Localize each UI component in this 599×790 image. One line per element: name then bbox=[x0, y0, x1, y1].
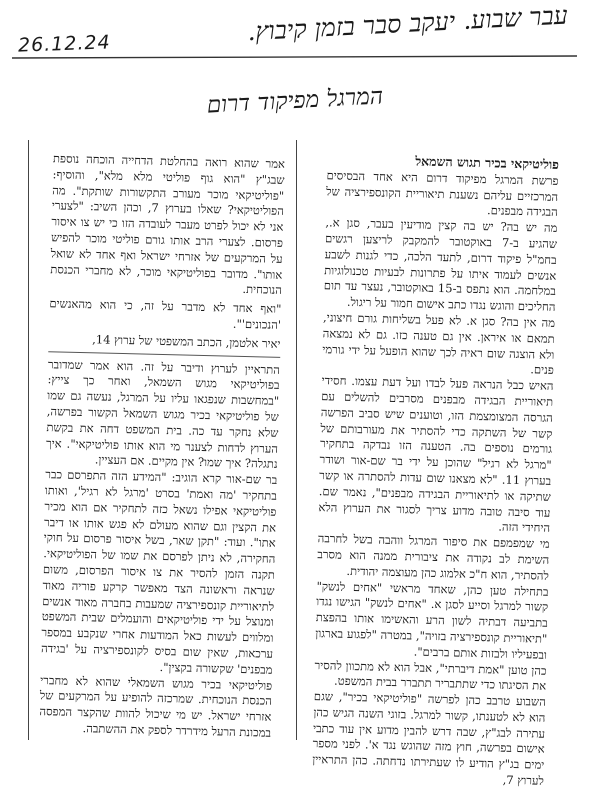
article-left-column bbox=[39, 151, 285, 741]
paragraph: "ואף אחד לא מדבר על זה, כי הוא מהאנשים 'הנכונים'". bbox=[49, 296, 282, 332]
paragraph: בתחילה טען כהן, שאחד מראשי "אחים לנשק" קשור למרגל וסייע לסגן א. "אחים לנשק" הגישו נגדו בתביעה דבתיה לשון הרע והאשימו אותו בהפצת "תיאוריית קונספירציה בזויה", במטרה "לפגוע בארגון ובפעיליו ולבזות אותם ברבים". bbox=[315, 578, 549, 662]
paragraph: האיש כבל הנראה פעל לבדו ועל דעת עצמו. חסידי תיאוריית הבגידה מבפנים מסרבים להשלים עם הגרסה המצומצמת הזו, וטוענים שיש סביב הפרשה קשר של השתקה כדי להסתיר את מעורבותם של גורמים נוספים בה. הטענה הזו נבדקה בתחקיר "מרגל לא רגיל" שהוכן על ידי בר שם-אור ושודר בערוץ 11. "לא מצאנו שום עדות להסתרה או קשר שתיקה או לתיאוריית הבגידה מבפנים", נאמר שם. עוד סיבה טובה מדוע צריך לסגור את הערוץ הלא היחידי הזה. bbox=[318, 373, 554, 536]
paragraph: השבוע טרבב כהן לפרשה "פוליטיקאי בכיר", שגם הוא לא לטענתו, קשור למרגל. בזוגי השנה הגיש כהן עתירה לבג"ץ, שבה דרש להבין מדוע אין עוד כתבי אישום בפרשה, חוץ מזה שהוגש נגד א'. לפני מספר ימים בג"ץ הודיע לו שעתירתו נדחתה. כהן התראיין לערוץ 7, bbox=[312, 689, 546, 788]
section-divider bbox=[48, 351, 280, 358]
paragraph: מה אין בה? סגן א. לא פעל בשליחות גורם חיצוני, תמאם או איראן. אין גם טענה כזו. גם לא נמצאה ולא הוצגה שום ראיה לכך שהוא הופעל על ידי גורמי פנים. bbox=[322, 310, 556, 378]
paragraph: מי שמפמפם את סיפור המרגל ווהבה בשל לחרבה השימת לב נקודה את ציבורית ממנה הוא מסרב להסתיר, הוא ח"כ אלמוג כהן מעוצמה יהודית. bbox=[317, 531, 550, 583]
handwritten-title: המרגל מפיקוד דרום bbox=[206, 83, 384, 119]
article-right-column bbox=[312, 151, 560, 788]
clipping-left-edge bbox=[28, 140, 29, 740]
paragraph: התראיין לערוץ ודיבר על זה. הוא אמר שמדובר בפוליטיקאי מגוש השמאל, ואחר כך צייץ: "במחשבות שנפגאו עליו על המרגל, נעשה גם שמו של פוליטיקאי בכיר מגוש השמאל הקשור בפרשה, שלא נחקר עד כה. בית המשפט דחה את בקשת הערוץ לדחות לצענר מי הוא אותו פוליטיקאי". איך נתגלה? איך שמו? אין מקיים. אם העציין. bbox=[45, 356, 281, 472]
handwritten-header-note: עבר שבוע. יעקב סבר בזמן קיבוץ. bbox=[246, 0, 569, 47]
paragraph: בר שם-אור קרא הוגיב: "המידע הזה התפרסם כבר בתחקיר 'מה ואמת' בסרט 'מרגל לא רגיל', ואותו פוליטיקאי אפילו נשאל כזה לתחקיר אם הוא מכיר את הקצין וגם שהוא מעולם לא פגש אותו או דיבר אתו". ועוד: "תקן שאר, בשל איסור פרסום על חוקי החקירה, לא ניתן לפרסם את שמו של הפוליטיקאי. תקנה הזמן להסיר את צו איסור הפרסום, משום שנראה וראשונה הצד מאפשר קרקע פוריה מאוד לתיאוריית קונספירציה שמעבות בחברה מאוד אנשים ומנוצל על ידי פוליטיקאים והועמלים שבית המשפט ומלווים לעשות כאל המודעות אחרי שנקבע במספר ערכאות, שאין שום בסיס לקונספירציה על 'בגידה מבפנים' שקשורה בקצין". bbox=[40, 467, 278, 677]
paragraph: אמר שהוא רואה בהחלטת הדחייה הוכחה נוספת שבג"ץ "הוא גוף פוליטי מלא מלא", והוסיף: "פוליטיקאי מוכר מעורב התקשורות שותקת". מה הפוליטיקאי? שאלו בערוץ 7, וכהן השיב: "לצערי אני לא יכול לפרט מעבר לעובדה הזו כי יש צו איסור פרסום. לצערי הרב אותו גורם פוליטי מוכר להפיש על המרקעים של אזרחי ישראל ואף אחד לא שואל אותו". מדובר בפוליטיקאי מוכר, לא מחברי הכנסת הנוכחית. bbox=[50, 151, 286, 298]
paragraph: יאיר אלטמן, הכתב המשפטי של ערוץ 14, bbox=[92, 332, 281, 351]
article-headline: פוליטיקאי בכיר תגוש השמאל bbox=[415, 153, 560, 172]
paragraph: כהן טוען "אמת דיברתי", אבל הוא לא מתכוון להסיר את הסיגתו כדי שתתבריר תתברר בבית המשפט. bbox=[314, 657, 547, 694]
handwritten-underline bbox=[12, 55, 577, 59]
handwritten-date: 26.12.24 bbox=[17, 31, 111, 57]
paragraph: פרשת המרגל מפיקוד דרום היא אחד הבסיסים המרכזיים עליהם נשענת תיאוריית הקונספירציה של הבגידה מבפנים. bbox=[326, 168, 559, 220]
paragraph: מה יש בה? יש בה קצין מודיעין בעבר, סגן א., שהגיע ב-7 באוקטובר להמקבק לריצען רגשים בחמ"ל פיקוד דרום, לתעד הלכה, כדי לגנות לשבע אנשים לעמוד איתו על פתרונות לבעיות טכנולוגיות במלחמה. הוא נתפס ב-15 באוקטובר, נעצר עד תום החליכים והוגש נגדו כתב אישום חמור על ריגול. bbox=[323, 215, 558, 315]
column-divider bbox=[296, 140, 297, 740]
newspaper-clipping bbox=[28, 140, 571, 788]
paragraph: פוליטיקאי בכיר מגוש השמאלי שהוא לא מחברי הכנסת הנוכחית. שמרכזה להופיע על המרקעים של אזרחי ישראל. יש מי שיכול להוות שהקצר המפסה במכונת הרעל מידרדר לספק את ההשתבה. bbox=[39, 672, 273, 740]
